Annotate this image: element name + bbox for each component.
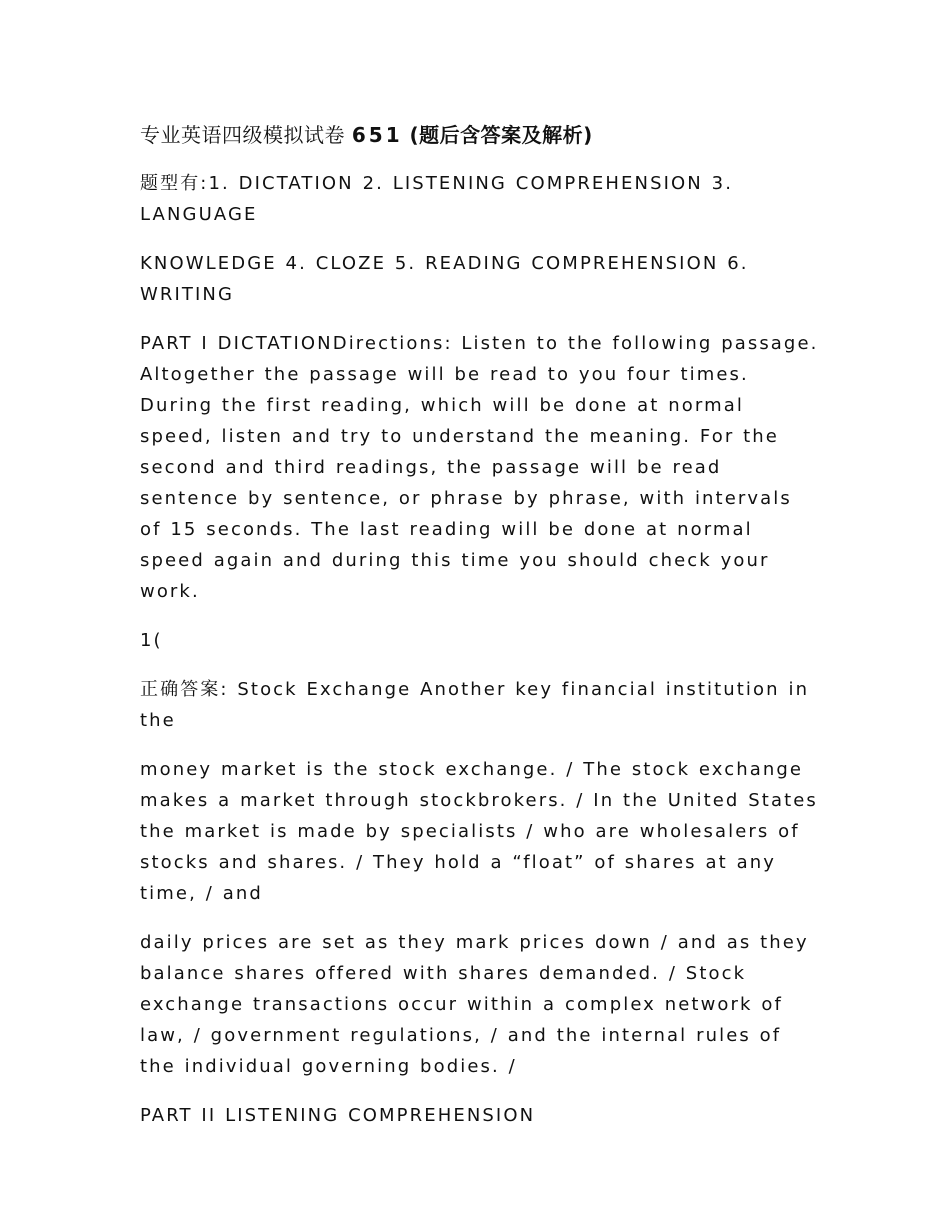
document-title <box>140 118 820 152</box>
answer-paragraph-3: daily prices are set as they mark prices down / and as they balance shares offered with shares demanded. / Stock exchange transactions occur within a complex network of law, / government regulations, / and the internal rules of the individual governing bodies. / <box>140 932 809 1077</box>
part-2-heading: PART II LISTENING COMPREHENSION <box>140 1105 536 1126</box>
answer-paragraph-1: 正确答案: Stock Exchange Another key financial institution in the <box>140 679 810 731</box>
title-suffix: (题后含答案及解析) <box>409 123 593 147</box>
title-number: 651 <box>351 123 403 147</box>
question-number: 1( <box>140 630 163 651</box>
answer-paragraph-2: money market is the stock exchange. / The stock exchange makes a market through stockbrokers. / In the United States the market is made by specialists / who are wholesalers of stocks and shares. / They hold a “float” of shares at any time, / and <box>140 759 818 904</box>
part-1-directions: PART I DICTATIONDirections: Listen to the following passage. Altogether the passage will be read to you four times. During the first reading, which will be done at normal speed, listen and try to understand the meaning. For the second and third readings, the passage will be read sentence by sentence, or phrase by phrase, with intervals of 15 seconds. The last reading will be done at normal speed again and during this time you should check your work. <box>140 333 819 602</box>
title-prefix: 专业英语四级模拟试卷 <box>140 123 345 147</box>
question-types-line-1: 题型有:1. DICTATION 2. LISTENING COMPREHENSION 3. LANGUAGE <box>140 173 734 225</box>
question-types-line-2: KNOWLEDGE 4. CLOZE 5. READING COMPREHENSION 6. WRITING <box>140 253 749 305</box>
document-page <box>140 118 820 1149</box>
